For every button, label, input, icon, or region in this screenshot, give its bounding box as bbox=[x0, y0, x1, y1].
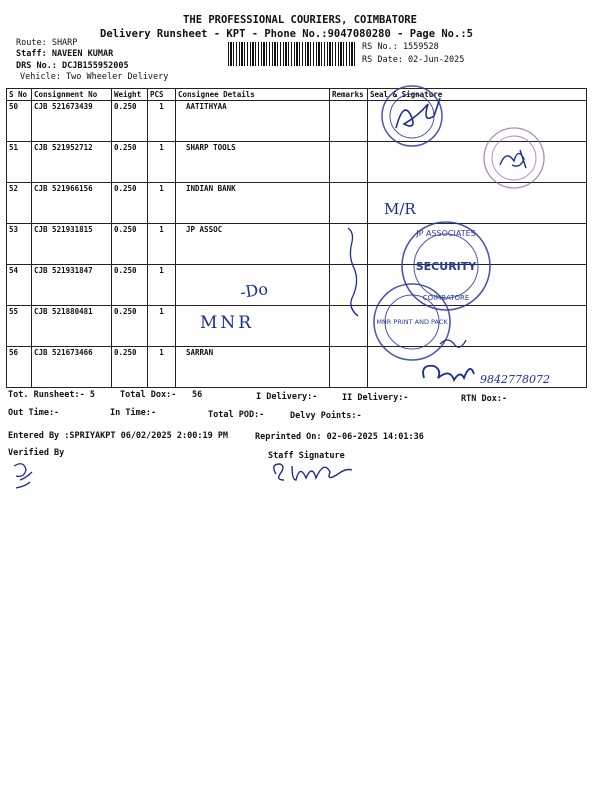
cell-pcs: 1 bbox=[148, 224, 176, 265]
total-runsheet: Tot. Runsheet:- 5 bbox=[8, 390, 95, 400]
cell-pcs: 1 bbox=[148, 101, 176, 142]
cell-consignee: AATITHYAA bbox=[176, 101, 330, 142]
ii-delivery-label: II Delivery:- bbox=[342, 393, 409, 403]
cell-weight: 0.250 bbox=[112, 101, 148, 142]
company-title: THE PROFESSIONAL COURIERS, COIMBATORE bbox=[183, 14, 417, 26]
cell-weight: 0.250 bbox=[112, 306, 148, 347]
rs-date: RS Date: 02-Jun-2025 bbox=[362, 55, 465, 65]
runsheet-subtitle: Delivery Runsheet - KPT - Phone No.:9047080280 - Page No.:5 bbox=[100, 28, 473, 40]
cell-consignment: CJB 521966156 bbox=[32, 183, 112, 224]
col-seal-signature: Seal & Signature bbox=[368, 89, 587, 101]
cell-sno: 50 bbox=[7, 101, 32, 142]
cell-consignment: CJB 521673439 bbox=[32, 101, 112, 142]
cell-consignment: CJB 521931847 bbox=[32, 265, 112, 306]
rtn-dox-label: RTN Dox:- bbox=[461, 394, 508, 404]
entered-by: Entered By :SPRIYAKPT 06/02/2025 2:00:19 PM bbox=[8, 431, 229, 441]
handwritten-phone: 9842778072 bbox=[480, 373, 550, 386]
staff-label: Staff: NAVEEN KUMAR bbox=[16, 49, 114, 59]
cell-consignee: INDIAN BANK bbox=[176, 183, 330, 224]
cell-weight: 0.250 bbox=[112, 142, 148, 183]
stamp-jp-bottom-text: COIMBATORE bbox=[422, 294, 470, 302]
cell-sno: 52 bbox=[7, 183, 32, 224]
col-sno: S No bbox=[7, 89, 32, 101]
in-time-label: In Time:- bbox=[110, 408, 157, 418]
delvy-points-label: Delvy Points:- bbox=[290, 411, 362, 421]
total-pod-label: Total POD:- bbox=[208, 410, 265, 420]
cell-weight: 0.250 bbox=[112, 347, 148, 388]
vehicle-label: Vehicle: Two Wheeler Delivery bbox=[20, 72, 169, 82]
cell-consignment: CJB 521673466 bbox=[32, 347, 112, 388]
out-time-label: Out Time:- bbox=[8, 408, 60, 418]
cell-consignment: CJB 521880481 bbox=[32, 306, 112, 347]
cell-sno: 51 bbox=[7, 142, 32, 183]
cell-sno: 53 bbox=[7, 224, 32, 265]
cell-consignee: SHARP TOOLS bbox=[176, 142, 330, 183]
cell-pcs: 1 bbox=[148, 183, 176, 224]
cell-pcs: 1 bbox=[148, 265, 176, 306]
cell-sno: 55 bbox=[7, 306, 32, 347]
stamp-row51 bbox=[484, 128, 544, 188]
stamp-mnr-text: MNR PRINT AND PACK bbox=[376, 318, 448, 326]
col-consignment: Consignment No bbox=[32, 89, 112, 101]
bracket-mark-row53 bbox=[348, 228, 358, 316]
cell-sno: 56 bbox=[7, 347, 32, 388]
total-dox-value: 56 bbox=[192, 390, 203, 400]
cell-sno: 54 bbox=[7, 265, 32, 306]
stamp-jp-mid-text: SECURITY bbox=[415, 260, 477, 273]
cell-weight: 0.250 bbox=[112, 265, 148, 306]
signature-row51-icon bbox=[500, 150, 526, 168]
col-consignee: Consignee Details bbox=[176, 89, 330, 101]
cell-consignment: CJB 521931815 bbox=[32, 224, 112, 265]
cell-consignment: CJB 521952712 bbox=[32, 142, 112, 183]
cell-weight: 0.250 bbox=[112, 183, 148, 224]
staff-signature-icon bbox=[274, 464, 352, 480]
cell-pcs: 1 bbox=[148, 306, 176, 347]
verified-by-signature-icon bbox=[14, 464, 32, 488]
total-dox-label: Total Dox:- bbox=[120, 390, 177, 400]
handwritten-mnr: MNR bbox=[200, 313, 255, 333]
signature-row56-icon bbox=[423, 366, 474, 380]
verified-by-label: Verified By bbox=[8, 448, 65, 458]
i-delivery-label: I Delivery:- bbox=[256, 392, 318, 402]
staff-signature-label: Staff Signature bbox=[268, 451, 345, 461]
col-weight: Weight bbox=[112, 89, 148, 101]
stamp-jp-top-text: JP ASSOCIATES bbox=[416, 229, 476, 238]
route-label: Route: SHARP bbox=[16, 38, 78, 48]
handwritten-ditto: -Do bbox=[238, 279, 270, 302]
rs-number: RS No.: 1559528 bbox=[362, 42, 439, 52]
cell-weight: 0.250 bbox=[112, 224, 148, 265]
cell-consignee: SARRAN bbox=[176, 347, 330, 388]
col-pcs: PCS bbox=[148, 89, 176, 101]
col-remarks: Remarks bbox=[330, 89, 368, 101]
cell-consignee: JP ASSOC bbox=[176, 224, 330, 265]
cell-pcs: 1 bbox=[148, 142, 176, 183]
handwritten-signature-row52: M/R bbox=[384, 200, 416, 218]
reprinted-on: Reprinted On: 02-06-2025 14:01:36 bbox=[255, 432, 424, 442]
cell-pcs: 1 bbox=[148, 347, 176, 388]
drs-number: DRS No.: DCJB155952005 bbox=[16, 61, 129, 71]
